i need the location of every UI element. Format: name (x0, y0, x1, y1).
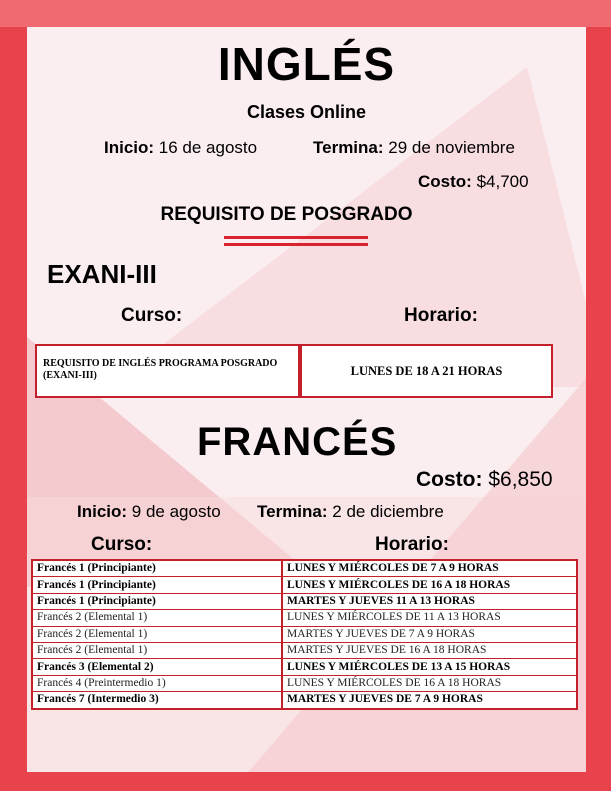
termina-value: 2 de diciembre (332, 502, 444, 521)
top-accent-bar (0, 0, 611, 27)
inicio-value: 9 de agosto (131, 502, 221, 521)
table-row (32, 593, 577, 609)
frances-costo (416, 468, 553, 492)
schedule-cell: LUNES Y MIÉRCOLES DE 16 A 18 HORAS (282, 577, 577, 593)
termina-value: 29 de noviembre (388, 138, 515, 157)
table-row (32, 675, 577, 691)
ingles-inicio (104, 138, 257, 158)
exam-title: EXANI-III (47, 259, 157, 289)
costo-value: $6,850 (488, 468, 553, 491)
horario-header: Horario: (404, 305, 478, 326)
course-cell: Francés 1 (Principiante) (32, 593, 282, 609)
flyer (27, 27, 586, 772)
course-cell: Francés 2 (Elemental 1) (32, 626, 282, 642)
inicio-label: Inicio: (104, 138, 155, 157)
termina-label: Termina: (313, 138, 384, 157)
course-cell: Francés 3 (Elemental 2) (32, 659, 282, 675)
frances-title: FRANCÉS (197, 420, 398, 464)
horario-header: Horario: (375, 534, 449, 555)
schedule-cell: MARTES Y JUEVES 11 A 13 HORAS (282, 593, 577, 609)
ingles-title: INGLÉS (217, 38, 396, 90)
schedule-cell: LUNES Y MIÉRCOLES DE 13 A 15 HORAS (282, 659, 577, 675)
schedule-cell: LUNES Y MIÉRCOLES DE 11 A 13 HORAS (282, 610, 577, 626)
course-cell: Francés 1 (Principiante) (32, 560, 282, 577)
divider-line (224, 243, 368, 246)
requisito-heading: REQUISITO DE POSGRADO (160, 204, 413, 225)
table-row (32, 626, 577, 642)
ingles-termina (313, 138, 515, 158)
ingles-subtitle: Clases Online (246, 102, 367, 122)
costo-value: $4,700 (476, 172, 529, 191)
termina-label: Termina: (257, 502, 328, 521)
schedule-cell: MARTES Y JUEVES DE 7 A 9 HORAS (282, 626, 577, 642)
schedule-cell: MARTES Y JUEVES DE 16 A 18 HORAS (282, 642, 577, 658)
course-cell: Francés 2 (Elemental 1) (32, 610, 282, 626)
table-row (32, 659, 577, 675)
schedule-cell: LUNES Y MIÉRCOLES DE 7 A 9 HORAS (282, 560, 577, 577)
table-row (32, 560, 577, 577)
exani-schedule-cell: LUNES DE 18 A 21 HORAS (300, 344, 553, 398)
inicio-label: Inicio: (77, 502, 128, 521)
curso-header: Curso: (91, 534, 153, 555)
frances-schedule-table (31, 559, 578, 710)
course-cell: Francés 2 (Elemental 1) (32, 642, 282, 658)
table-row (32, 610, 577, 626)
costo-label: Costo: (418, 172, 472, 191)
table-row (32, 642, 577, 658)
frances-termina (257, 502, 444, 522)
exani-course-cell: REQUISITO DE INGLÉS PROGRAMA POSGRADO (EXANI-III) (35, 344, 300, 398)
table-row (32, 577, 577, 593)
divider-line (224, 236, 368, 239)
course-cell: Francés 7 (Intermedio 3) (32, 692, 282, 709)
curso-header: Curso: (121, 305, 183, 326)
ingles-costo (418, 172, 529, 192)
schedule-cell: LUNES Y MIÉRCOLES DE 16 A 18 HORAS (282, 675, 577, 691)
inicio-value: 16 de agosto (158, 138, 258, 157)
course-cell: Francés 4 (Preintermedio 1) (32, 675, 282, 691)
table-row (32, 692, 577, 709)
course-cell: Francés 1 (Principiante) (32, 577, 282, 593)
schedule-cell: MARTES Y JUEVES DE 7 A 9 HORAS (282, 692, 577, 709)
costo-label: Costo: (416, 468, 483, 491)
frances-inicio (77, 502, 221, 522)
